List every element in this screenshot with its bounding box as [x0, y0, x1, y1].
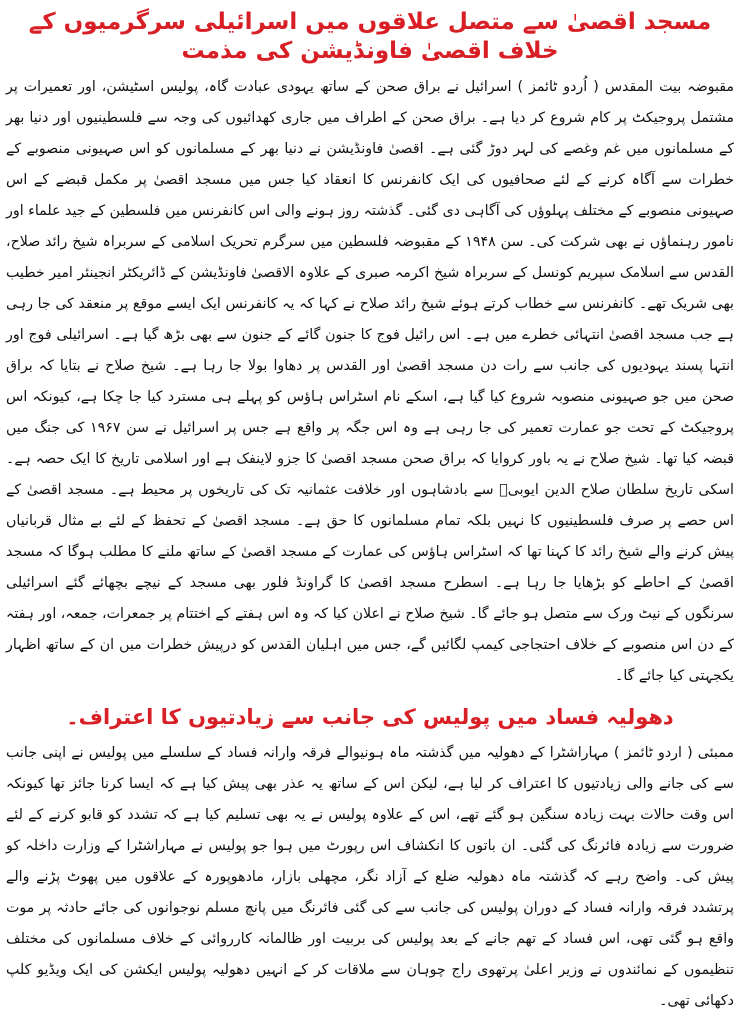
article-headline: مسجد اقصیٰ سے متصل علاقوں میں اسرائیلی سرگرمیوں کے خلاف اقصیٰ فاونڈیشن کی مذمت [28, 9, 712, 64]
article-body: ممبئی ( اردو ٹائمز ) مہاراشٹرا کے دھولیہ میں گذشتہ ماہ ہونیوالے فرقہ وارانہ فساد کے سلسلے میں پولیس نے اپنی جانب سے کی جانے والی زیادتیوں کا اعتراف کر لیا ہے، لیکن اس کے ساتھ یہ عذر بھی پیش کیا ہے کہ ایسا کرنا جائز تھا کیونکہ اس وقت حالات بہت زیادہ سنگین ہو گئے تھے، اس کے علاوہ پولیس نے یہ بھی تسلیم کیا ہے کہ تشدد کو قابو کرنے کے لئے ضرورت سے زیادہ فائرنگ کی گئی۔ ان باتوں کا انکشاف اس رپورٹ میں ہوا جو پولیس نے مہاراشٹرا کے وزارت داخلہ کو پیش کی۔ واضح رہے کہ گذشتہ ماہ دھولیہ ضلع کے آزاد نگر، مچھلی بازار، مادھوپورہ کے علاقوں میں پھوٹ پڑنے والے پرتشدد فرقہ وارانہ فساد کے دوران پولیس کی جانب سے کی گئی فائرنگ میں پانچ مسلم نوجوانوں کی جائے حادثہ پر موت واقع ہو گئی تھی، اس فساد کے تھم جانے کے بعد پولیس کی بربیت اور ظالمانہ کارروائی کے خلاف مسلمانوں کی مختلف تنظیموں کے نمائندوں نے وزیر اعلیٰ پرتھوی راج چوہان سے ملاقات کر کے انہیں دھولیہ پولیس ایکشن کی ایک ویڈیو کلپ دکھائی تھی۔ [6, 744, 734, 1009]
article-aqsa-foundation [6, 6, 734, 692]
article-body: مقبوضہ بیت المقدس ( اُردو ٹائمز ) اسرائیل نے براق صحن کے ساتھ یہودی عبادت گاہ، پولیس اسٹیشن، اور تعمیرات پر مشتمل پروجیکٹ پر کام شروع کر دیا ہے۔ براق صحن کے اطراف میں جاری کھدائیوں کی وجہ سے فلسطینیوں اور دنیا بھر کے مسلمانوں میں غم وغصے کی لہر دوڑ گئی ہے۔ اقصیٰ فاونڈیشن نے دنیا بھر کے مسلمانوں کو اس صہیونی منصوبے کے خطرات سے آگاہ کرنے کے لئے صحافیوں کی ایک کانفرنس کا انعقاد کیا جس میں مسجد اقصیٰ پر مکمل قبضے کے اس صہیونی منصوبے کے مختلف پہلوؤں کی آگاہی دی گئی۔ گذشتہ روز ہونے والی اس کانفرنس میں فلسطین کے جید علماء اور نامور رہنماؤں نے بھی شرکت کی۔ سن ۱۹۴۸ کے مقبوضہ فلسطین میں سرگرم تحریک اسلامی کے سربراہ شیخ رائد صلاح، القدس سے اسلامک سپریم کونسل کے سربراہ شیخ اکرمہ صبری کے علاوہ الاقصیٰ فاونڈیشن کے ڈائریکٹر انجینئر امیر خطیب بھی شریک تھے۔ کانفرنس سے خطاب کرتے ہوئے شیخ رائد صلاح نے کہا کہ یہ کانفرنس ایک ایسے موقع پر منعقد کی جا رہی ہے جب مسجد اقصیٰ انتہائی خطرے میں ہے۔ اس رائیل فوج کا جنون گائے کے جنون سے بھی بڑھ گیا ہے۔ اسرائیلی فوج اور انتہا پسند یہودیوں کی جانب سے رات دن مسجد اقصیٰ اور القدس پر دھاوا بولا جا رہا ہے۔ شیخ صلاح نے بتایا کہ براق صحن میں جو صہیونی منصوبہ شروع کیا گیا ہے، اسکے نام اسٹراس ہاؤس کو پہلے ہی مسترد کیا جا چکا ہے، کیونکہ اس پروجیکٹ کے تحت جو عمارت تعمیر کی جا رہی ہے وہ اس جگہ پر واقع ہے جس پر اسرائیل نے سن ۱۹۶۷ کی جنگ میں قبضہ کیا تھا۔ شیخ صلاح نے یہ باور کروایا کہ براق صحن مسجد اقصیٰ کا جزو لاینفک ہے اور اسلامی تاریخ کا ایک حصہ ہے۔ اسکی تاریخ سلطان صلاح الدین ایوبیؒ سے بادشاہوں اور خلافت عثمانیہ تک کی تاریخوں پر محیط ہے۔ مسجد اقصیٰ کے اس حصے پر صرف فلسطینیوں کا نہیں بلکہ تمام مسلمانوں کا حق ہے۔ مسجد اقصیٰ کے تحفظ کے لئے بے مثال قربانیاں پیش کرنے والے شیخ رائد کا کہنا تھا کہ اسٹراس ہاؤس کی عمارت کے مسجد اقصیٰ کے ساتھ ملنے کا مطلب ہوگا کہ مسجد اقصیٰ کے احاطے کو بڑھایا جا رہا ہے۔ اسطرح مسجد اقصیٰ کا گراونڈ فلور بھی مسجد کے نیچے بچھائے گئے اسرائیلی سرنگوں کے نیٹ ورک سے متصل ہو جائے گا۔ شیخ صلاح نے اعلان کیا کہ وہ اس ہفتے کے اختتام پر جمعرات، جمعہ، اور ہفتہ کے دن اس منصوبے کے خلاف احتجاجی کیمپ لگائیں گے، جس میں اہلیان القدس کو درپیش خطرات میں ان کے ساتھ اظہار یکجہتی کیا جائے گا۔ [6, 78, 734, 684]
article-dhule-riots [6, 702, 734, 1017]
article-headline: دھولیہ فساد میں پولیس کی جانب سے زیادتیوں کا اعتراف۔ [66, 704, 674, 729]
